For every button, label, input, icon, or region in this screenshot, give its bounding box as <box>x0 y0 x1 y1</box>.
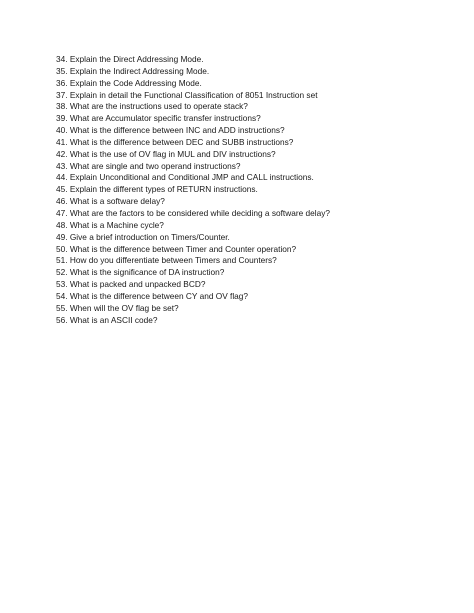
question-item: 40. What is the difference between INC and ADD instructions? <box>56 125 285 136</box>
question-item: 43. What are single and two operand instructions? <box>56 160 241 171</box>
question-item: 37. Explain in detail the Functional Classification of 8051 Instruction set <box>56 89 318 100</box>
question-item: 46. What is a software delay? <box>56 196 165 207</box>
question-item: 48. What is a Machine cycle? <box>56 219 164 230</box>
question-item: 49. Give a brief introduction on Timers/Counter. <box>56 231 230 242</box>
question-item: 47. What are the factors to be considered while deciding a software delay? <box>56 207 330 218</box>
question-item: 50. What is the difference between Timer and Counter operation? <box>56 243 297 254</box>
question-item: 35. Explain the Indirect Addressing Mode. <box>56 65 210 76</box>
question-item: 52. What is the significance of DA instruction? <box>56 267 225 278</box>
question-item: 41. What is the difference between DEC and SUBB instructions? <box>56 136 294 147</box>
question-item: 56. What is an ASCII code? <box>56 314 158 325</box>
question-item: 51. How do you differentiate between Timers and Counters? <box>56 255 277 266</box>
question-item: 34. Explain the Direct Addressing Mode. <box>56 54 204 64</box>
question-item: 42. What is the use of OV flag in MUL and DIV instructions? <box>56 148 276 159</box>
question-item: 44. Explain Unconditional and Conditional JMP and CALL instructions. <box>56 172 314 183</box>
question-item: 54. What is the difference between CY and OV flag? <box>56 290 249 301</box>
question-item: 39. What are Accumulator specific transfer instructions? <box>56 113 261 124</box>
question-item: 36. Explain the Code Addressing Mode. <box>56 77 202 88</box>
question-item: 53. What is packed and unpacked BCD? <box>56 279 206 290</box>
question-item: 45. Explain the different types of RETURN instructions. <box>56 184 258 195</box>
question-item: 55. When will the OV flag be set? <box>56 302 179 313</box>
question-list <box>56 54 330 326</box>
question-item: 38. What are the instructions used to operate stack? <box>56 101 248 112</box>
